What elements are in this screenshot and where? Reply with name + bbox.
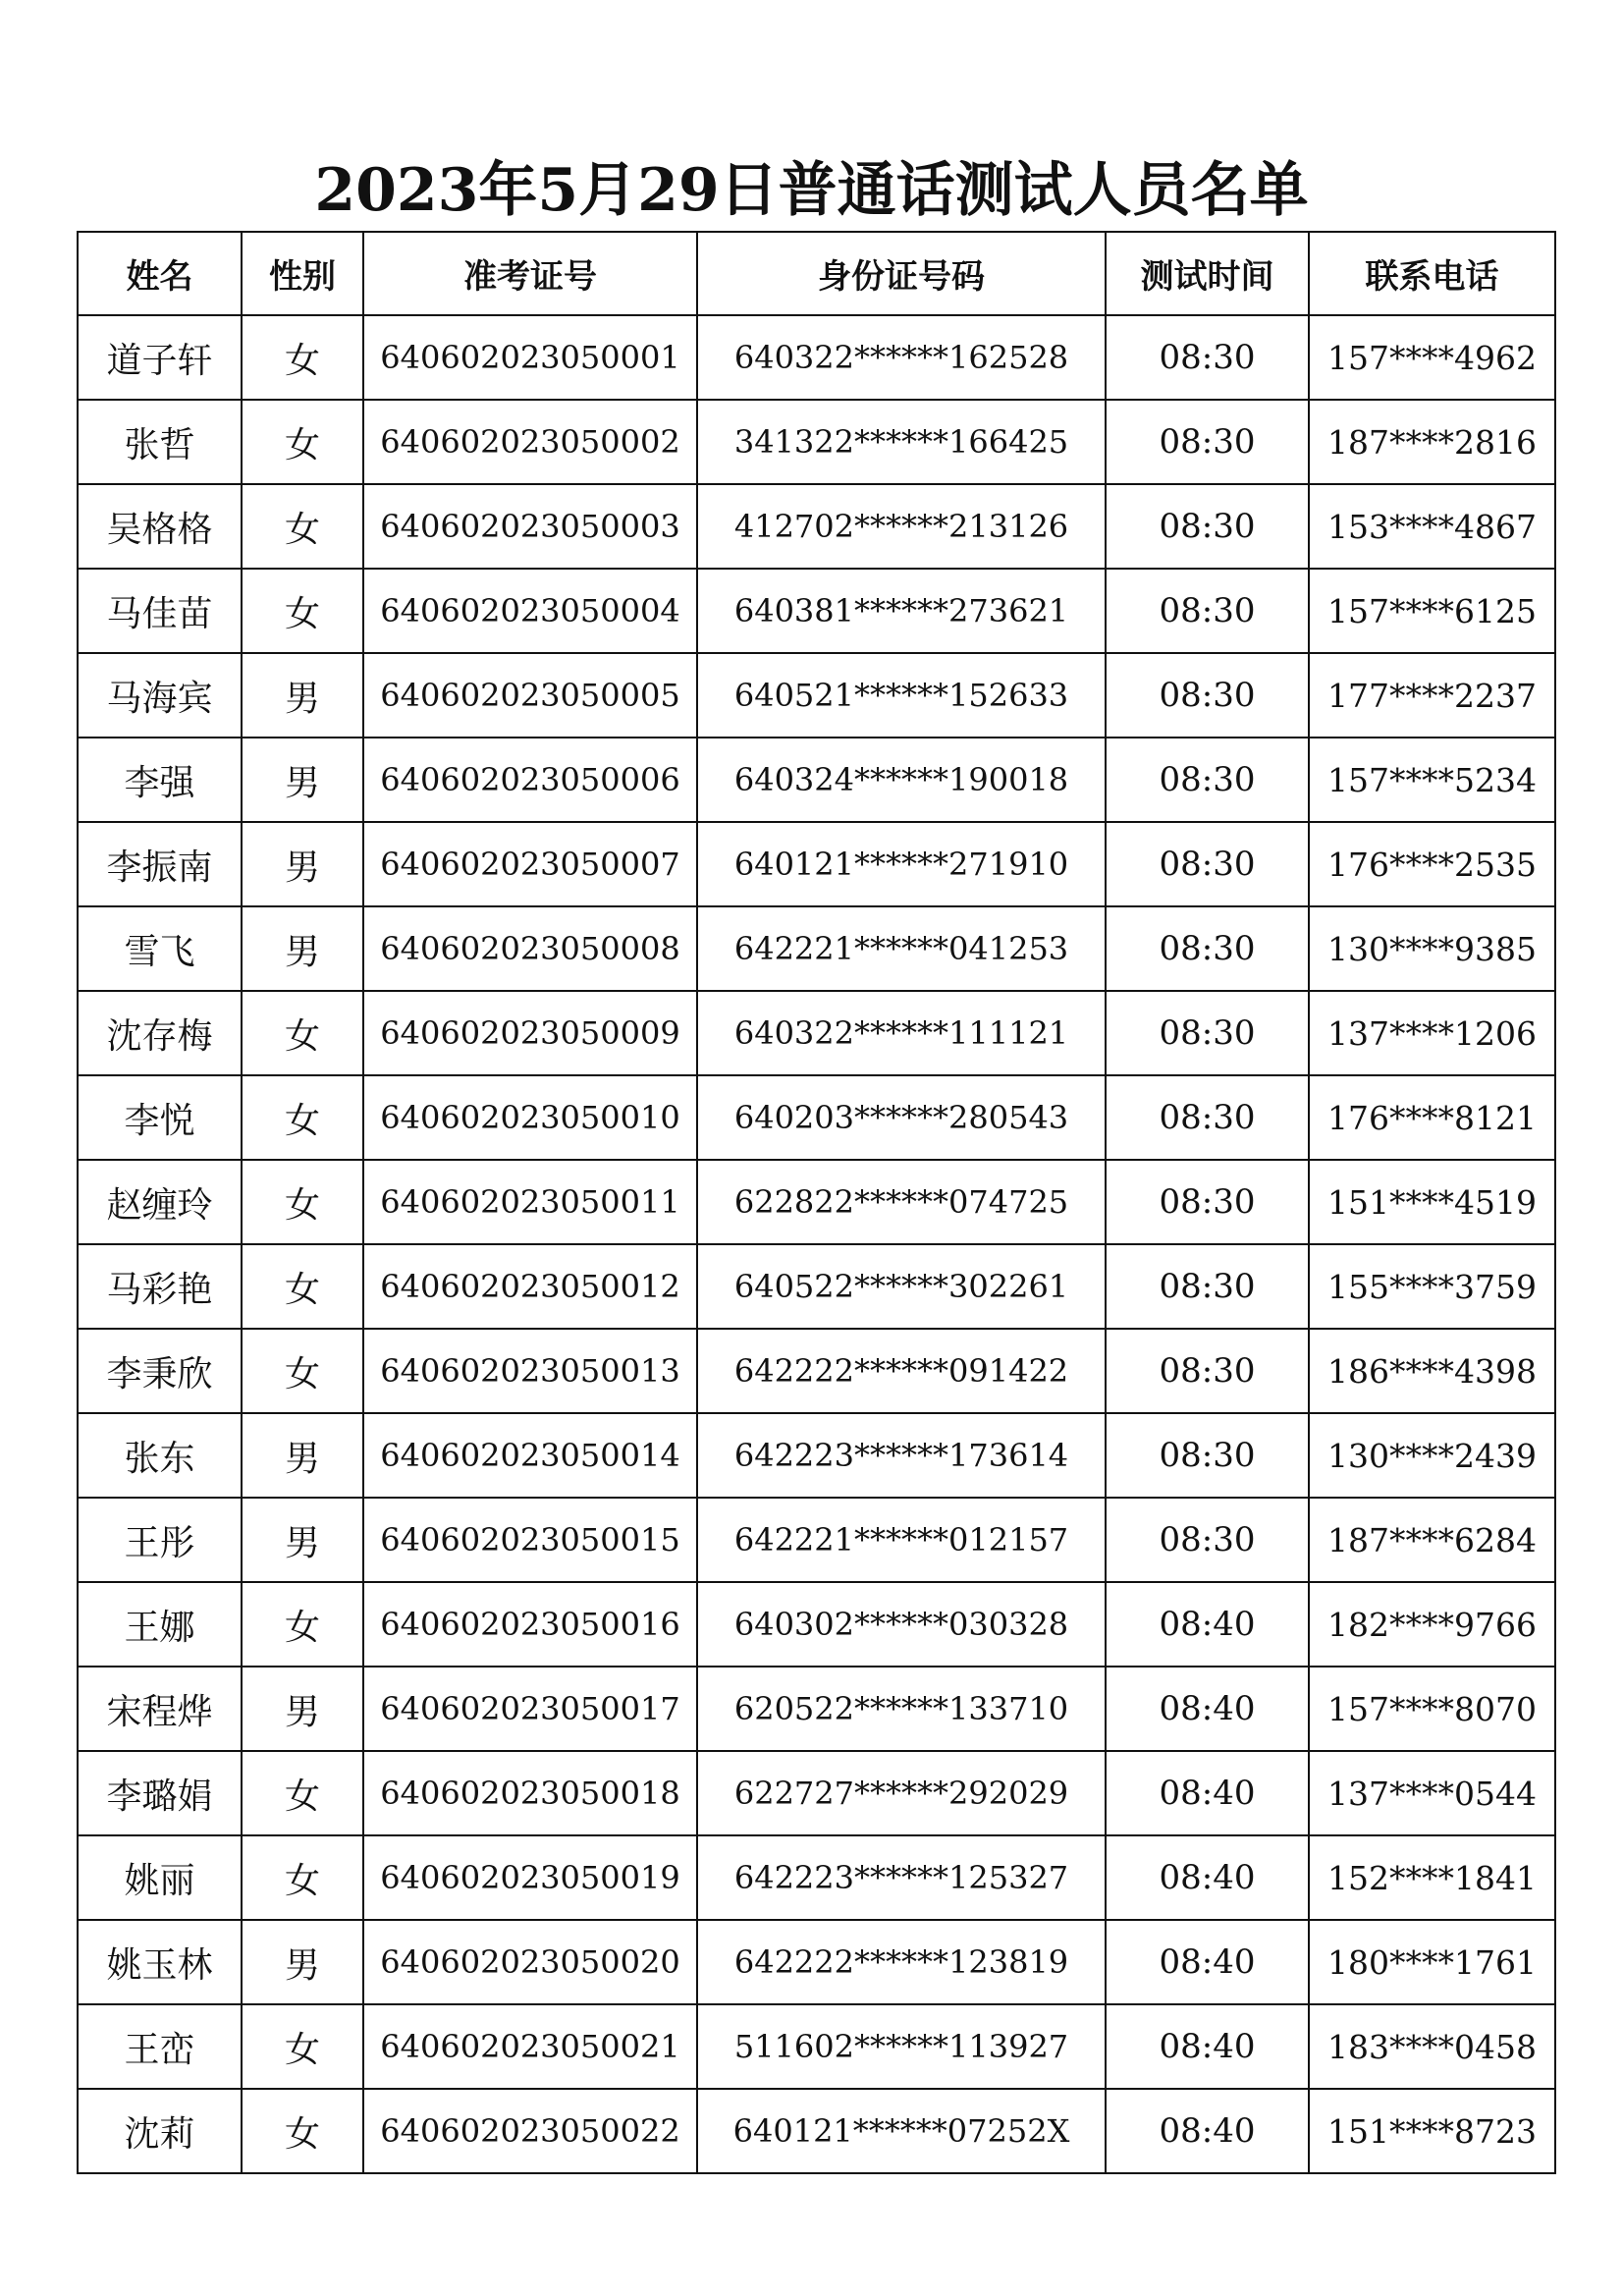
- cell-id-number: 640322******111121: [697, 991, 1106, 1075]
- cell-gender: 男: [242, 822, 363, 906]
- cell-gender: 女: [242, 1244, 363, 1329]
- cell-id-number: 642222******091422: [697, 1329, 1106, 1413]
- header-test-time: 测试时间: [1106, 232, 1309, 315]
- cell-gender: 男: [242, 1498, 363, 1582]
- cell-id-number: 622727******292029: [697, 1751, 1106, 1835]
- cell-exam-number: 640602023050004: [363, 569, 697, 653]
- cell-gender: 女: [242, 2004, 363, 2089]
- table-row: [78, 991, 1555, 1075]
- cell-name: 李璐娟: [78, 1751, 242, 1835]
- cell-id-number: 642221******012157: [697, 1498, 1106, 1582]
- cell-test-time: 08:30: [1106, 1160, 1309, 1244]
- cell-exam-number: 640602023050021: [363, 2004, 697, 2089]
- cell-name: 张哲: [78, 400, 242, 484]
- cell-gender: 女: [242, 2089, 363, 2173]
- cell-exam-number: 640602023050020: [363, 1920, 697, 2004]
- cell-id-number: 622822******074725: [697, 1160, 1106, 1244]
- cell-test-time: 08:30: [1106, 1329, 1309, 1413]
- cell-phone: 157****4962: [1309, 315, 1555, 400]
- cell-test-time: 08:30: [1106, 569, 1309, 653]
- table-row: [78, 822, 1555, 906]
- header-exam-number: 准考证号: [363, 232, 697, 315]
- cell-phone: 137****0544: [1309, 1751, 1555, 1835]
- cell-test-time: 08:30: [1106, 400, 1309, 484]
- cell-phone: 157****8070: [1309, 1667, 1555, 1751]
- cell-id-number: 640381******273621: [697, 569, 1106, 653]
- cell-test-time: 08:40: [1106, 1835, 1309, 1920]
- table-row: [78, 1498, 1555, 1582]
- cell-gender: 女: [242, 315, 363, 400]
- cell-name: 沈莉: [78, 2089, 242, 2173]
- cell-name: 赵缠玲: [78, 1160, 242, 1244]
- table-row: [78, 569, 1555, 653]
- cell-exam-number: 640602023050019: [363, 1835, 697, 1920]
- cell-id-number: 640324******190018: [697, 738, 1106, 822]
- cell-name: 李秉欣: [78, 1329, 242, 1413]
- cell-id-number: 640521******152633: [697, 653, 1106, 738]
- table-row: [78, 2004, 1555, 2089]
- cell-exam-number: 640602023050005: [363, 653, 697, 738]
- cell-id-number: 642222******123819: [697, 1920, 1106, 2004]
- cell-gender: 女: [242, 1751, 363, 1835]
- cell-gender: 女: [242, 400, 363, 484]
- cell-name: 马海宾: [78, 653, 242, 738]
- table-row: [78, 1160, 1555, 1244]
- cell-id-number: 640121******07252X: [697, 2089, 1106, 2173]
- cell-test-time: 08:30: [1106, 653, 1309, 738]
- cell-name: 王娜: [78, 1582, 242, 1667]
- cell-test-time: 08:40: [1106, 1751, 1309, 1835]
- header-name: 姓名: [78, 232, 242, 315]
- cell-id-number: 640522******302261: [697, 1244, 1106, 1329]
- cell-test-time: 08:40: [1106, 1667, 1309, 1751]
- cell-gender: 女: [242, 1329, 363, 1413]
- table-row: [78, 906, 1555, 991]
- roster-body: [78, 315, 1555, 2173]
- table-row: [78, 738, 1555, 822]
- table-row: [78, 2089, 1555, 2173]
- cell-test-time: 08:40: [1106, 2004, 1309, 2089]
- table-row: [78, 1920, 1555, 2004]
- cell-phone: 176****8121: [1309, 1075, 1555, 1160]
- cell-test-time: 08:30: [1106, 738, 1309, 822]
- cell-phone: 137****1206: [1309, 991, 1555, 1075]
- cell-name: 马彩艳: [78, 1244, 242, 1329]
- cell-test-time: 08:30: [1106, 822, 1309, 906]
- cell-test-time: 08:30: [1106, 1075, 1309, 1160]
- cell-exam-number: 640602023050016: [363, 1582, 697, 1667]
- cell-id-number: 511602******113927: [697, 2004, 1106, 2089]
- cell-gender: 女: [242, 1835, 363, 1920]
- cell-exam-number: 640602023050022: [363, 2089, 697, 2173]
- cell-exam-number: 640602023050009: [363, 991, 697, 1075]
- cell-gender: 男: [242, 653, 363, 738]
- cell-gender: 女: [242, 1582, 363, 1667]
- cell-exam-number: 640602023050011: [363, 1160, 697, 1244]
- table-row: [78, 484, 1555, 569]
- cell-id-number: 642221******041253: [697, 906, 1106, 991]
- table-header-row: [78, 232, 1555, 315]
- cell-gender: 女: [242, 1075, 363, 1160]
- cell-exam-number: 640602023050012: [363, 1244, 697, 1329]
- cell-phone: 157****5234: [1309, 738, 1555, 822]
- header-id-number: 身份证号码: [697, 232, 1106, 315]
- cell-phone: 187****6284: [1309, 1498, 1555, 1582]
- cell-phone: 130****9385: [1309, 906, 1555, 991]
- cell-exam-number: 640602023050014: [363, 1413, 697, 1498]
- cell-id-number: 640203******280543: [697, 1075, 1106, 1160]
- cell-id-number: 642223******173614: [697, 1413, 1106, 1498]
- table-row: [78, 653, 1555, 738]
- cell-name: 姚丽: [78, 1835, 242, 1920]
- table-row: [78, 1075, 1555, 1160]
- cell-exam-number: 640602023050017: [363, 1667, 697, 1751]
- cell-phone: 130****2439: [1309, 1413, 1555, 1498]
- cell-name: 道子轩: [78, 315, 242, 400]
- cell-phone: 151****8723: [1309, 2089, 1555, 2173]
- cell-exam-number: 640602023050008: [363, 906, 697, 991]
- cell-gender: 女: [242, 569, 363, 653]
- cell-id-number: 412702******213126: [697, 484, 1106, 569]
- cell-id-number: 642223******125327: [697, 1835, 1106, 1920]
- cell-gender: 男: [242, 1920, 363, 2004]
- cell-gender: 男: [242, 1413, 363, 1498]
- header-gender: 性别: [242, 232, 363, 315]
- cell-test-time: 08:40: [1106, 1920, 1309, 2004]
- table-row: [78, 1329, 1555, 1413]
- table-row: [78, 1413, 1555, 1498]
- cell-name: 马佳苗: [78, 569, 242, 653]
- cell-exam-number: 640602023050006: [363, 738, 697, 822]
- table-row: [78, 400, 1555, 484]
- cell-id-number: 640322******162528: [697, 315, 1106, 400]
- cell-name: 王彤: [78, 1498, 242, 1582]
- cell-name: 姚玉林: [78, 1920, 242, 2004]
- cell-name: 宋程烨: [78, 1667, 242, 1751]
- table-row: [78, 315, 1555, 400]
- table-row: [78, 1835, 1555, 1920]
- cell-exam-number: 640602023050007: [363, 822, 697, 906]
- cell-name: 雪飞: [78, 906, 242, 991]
- table-row: [78, 1751, 1555, 1835]
- cell-id-number: 640121******271910: [697, 822, 1106, 906]
- cell-exam-number: 640602023050003: [363, 484, 697, 569]
- cell-exam-number: 640602023050015: [363, 1498, 697, 1582]
- cell-test-time: 08:40: [1106, 1582, 1309, 1667]
- cell-phone: 187****2816: [1309, 400, 1555, 484]
- cell-gender: 女: [242, 484, 363, 569]
- cell-phone: 153****4867: [1309, 484, 1555, 569]
- cell-name: 王峦: [78, 2004, 242, 2089]
- cell-phone: 151****4519: [1309, 1160, 1555, 1244]
- cell-exam-number: 640602023050018: [363, 1751, 697, 1835]
- cell-exam-number: 640602023050002: [363, 400, 697, 484]
- cell-phone: 157****6125: [1309, 569, 1555, 653]
- cell-name: 沈存梅: [78, 991, 242, 1075]
- cell-gender: 男: [242, 738, 363, 822]
- cell-test-time: 08:30: [1106, 484, 1309, 569]
- cell-test-time: 08:30: [1106, 1413, 1309, 1498]
- cell-id-number: 640302******030328: [697, 1582, 1106, 1667]
- cell-name: 李悦: [78, 1075, 242, 1160]
- cell-exam-number: 640602023050001: [363, 315, 697, 400]
- cell-name: 张东: [78, 1413, 242, 1498]
- cell-name: 李强: [78, 738, 242, 822]
- cell-phone: 176****2535: [1309, 822, 1555, 906]
- cell-phone: 186****4398: [1309, 1329, 1555, 1413]
- cell-exam-number: 640602023050013: [363, 1329, 697, 1413]
- cell-gender: 男: [242, 1667, 363, 1751]
- table-row: [78, 1244, 1555, 1329]
- cell-name: 吴格格: [78, 484, 242, 569]
- cell-test-time: 08:30: [1106, 906, 1309, 991]
- cell-id-number: 341322******166425: [697, 400, 1106, 484]
- cell-phone: 155****3759: [1309, 1244, 1555, 1329]
- cell-name: 李振南: [78, 822, 242, 906]
- cell-gender: 女: [242, 1160, 363, 1244]
- cell-test-time: 08:30: [1106, 991, 1309, 1075]
- cell-test-time: 08:30: [1106, 1498, 1309, 1582]
- table-row: [78, 1582, 1555, 1667]
- cell-phone: 152****1841: [1309, 1835, 1555, 1920]
- cell-exam-number: 640602023050010: [363, 1075, 697, 1160]
- document-title: 2023年5月29日普通话测试人员名单: [314, 156, 1309, 225]
- roster-table: [77, 231, 1556, 2174]
- cell-phone: 180****1761: [1309, 1920, 1555, 2004]
- cell-test-time: 08:30: [1106, 1244, 1309, 1329]
- cell-gender: 女: [242, 991, 363, 1075]
- table-row: [78, 1667, 1555, 1751]
- header-phone: 联系电话: [1309, 232, 1555, 315]
- cell-phone: 182****9766: [1309, 1582, 1555, 1667]
- cell-test-time: 08:40: [1106, 2089, 1309, 2173]
- cell-phone: 177****2237: [1309, 653, 1555, 738]
- cell-phone: 183****0458: [1309, 2004, 1555, 2089]
- cell-gender: 男: [242, 906, 363, 991]
- cell-id-number: 620522******133710: [697, 1667, 1106, 1751]
- cell-test-time: 08:30: [1106, 315, 1309, 400]
